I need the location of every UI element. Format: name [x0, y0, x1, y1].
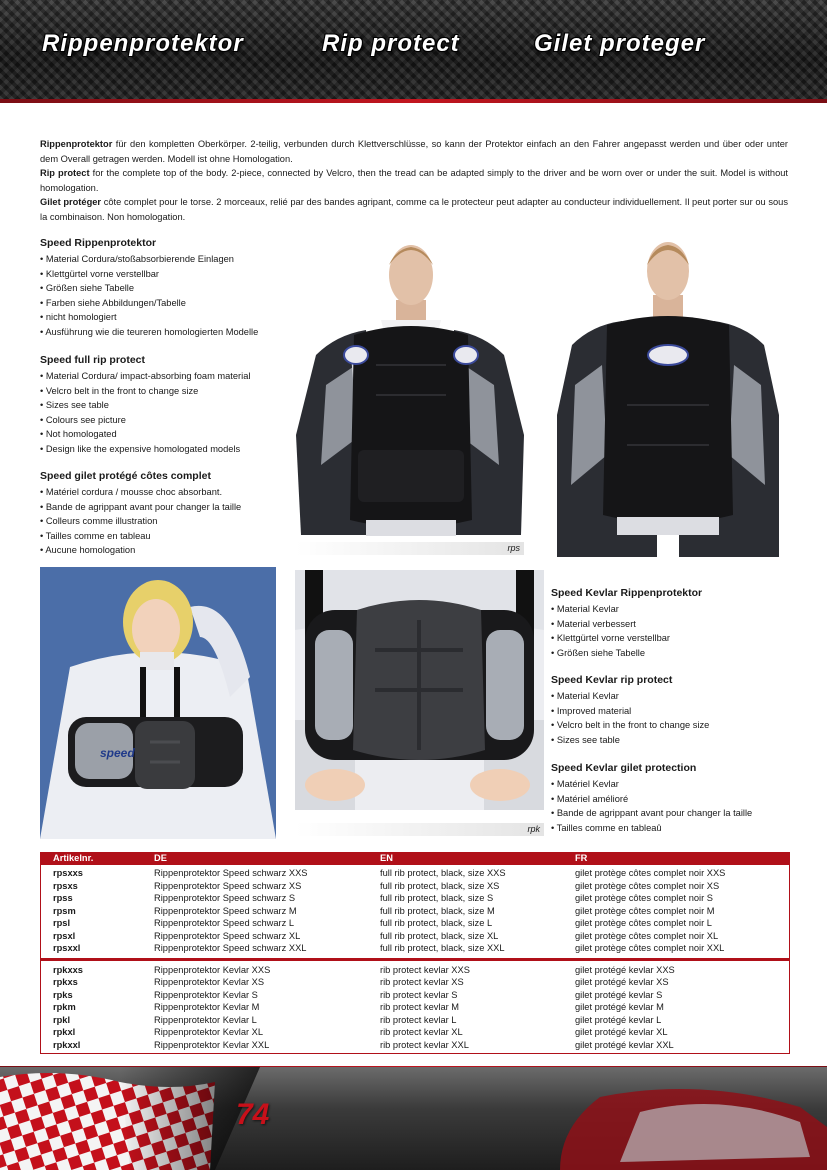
page-number: 74 — [236, 1098, 270, 1131]
cell-de: Rippenprotektor Speed schwarz L — [154, 918, 295, 928]
cell-de: Rippenprotektor Kevlar XXL — [154, 1039, 270, 1050]
photo-rpk-closeup — [295, 570, 544, 810]
article-number: rpkxxl — [53, 1039, 81, 1050]
photo-caption-rpk: rpk — [296, 823, 544, 836]
list-item: • Velcro belt in the front to change size — [40, 384, 250, 399]
list-item: • Velcro belt in the front to change size — [551, 718, 709, 733]
cell-en: full rib protect, black, size L — [380, 918, 493, 928]
article-number: rpkxs — [53, 977, 78, 987]
intro-fr-lead: Gilet protéger — [40, 197, 102, 207]
kevlar-fr-list — [551, 777, 752, 835]
cell-de: Rippenprotektor Kevlar XL — [154, 1027, 264, 1037]
mannequin-back-image — [557, 235, 779, 557]
article-number: rpsl — [53, 918, 71, 928]
list-item: • Größen siehe Tabelle — [551, 646, 702, 661]
speed-en-list — [40, 369, 250, 457]
kevlar-closeup-image — [295, 570, 544, 810]
kevlar-en-block — [551, 673, 709, 747]
list-item: • Colleurs comme illustration — [40, 514, 241, 529]
speed-en-heading: Speed full rip protect — [40, 354, 146, 366]
cell-de: Rippenprotektor Kevlar S — [154, 989, 258, 1000]
list-item: • Not homologated — [40, 427, 250, 442]
list-item: • Sizes see table — [40, 398, 250, 413]
table-group-divider — [41, 958, 789, 961]
cell-fr: gilet protégé kevlar XXL — [575, 1039, 674, 1050]
cell-fr: gilet protégé kevlar XL — [575, 1027, 668, 1037]
list-item: • Klettgürtel vorne verstellbar — [40, 267, 258, 282]
article-number: rpss — [53, 893, 73, 903]
list-item: • Matériel Kevlar — [551, 777, 752, 792]
list-item: • Ausführung wie die teureren homologierten Modelle — [40, 325, 258, 340]
kevlar-en-heading: Speed Kevlar rip protect — [551, 674, 673, 686]
photo-rps-back — [557, 235, 779, 557]
header-title-en: Rip protect — [322, 30, 460, 57]
cell-en: full rib protect, black, size XXL — [380, 943, 505, 953]
intro-fr — [40, 195, 788, 224]
cell-de: Rippenprotektor Speed schwarz XXL — [154, 943, 307, 953]
kevlar-de-heading: Speed Kevlar Rippenprotektor — [551, 587, 703, 599]
cell-fr: gilet protégé kevlar S — [575, 989, 663, 1000]
cell-de: Rippenprotektor Speed schwarz XXS — [154, 868, 308, 878]
list-item: • Größen siehe Tabelle — [40, 281, 258, 296]
speed-fr-list — [40, 485, 241, 558]
cell-fr: gilet protégé kevlar L — [575, 1014, 662, 1025]
cell-fr: gilet protège côtes complet noir XS — [575, 880, 720, 891]
article-number: rpkxl — [53, 1027, 76, 1037]
table-group-kevlar — [41, 962, 789, 1054]
vest-logo-text: speed — [100, 746, 135, 760]
kevlar-de-list — [551, 602, 702, 660]
cell-en: rib protect kevlar XL — [380, 1027, 463, 1037]
list-item: • Colours see picture — [40, 413, 250, 428]
cell-fr: gilet protège côtes complet noir XL — [575, 930, 719, 941]
speed-de-heading: Speed Rippenprotektor — [40, 237, 157, 249]
intro-text — [40, 137, 788, 224]
cell-de: Rippenprotektor Kevlar M — [154, 1002, 260, 1012]
cell-en: rib protect kevlar M — [380, 1002, 460, 1012]
model-kevlar-image — [40, 567, 276, 839]
cell-de: Rippenprotektor Speed schwarz XL — [154, 930, 301, 941]
table-row — [41, 930, 789, 943]
table-row — [41, 989, 789, 1002]
checkered-flag-graphic — [0, 1067, 827, 1170]
list-item: • Material Cordura/ impact-absorbing foam material — [40, 369, 250, 384]
list-item: • Design like the expensive homologated models — [40, 442, 250, 457]
article-number: rpsxxl — [53, 943, 81, 953]
table-row — [41, 1014, 789, 1027]
table-row — [41, 892, 789, 905]
article-number: rpks — [53, 989, 73, 1000]
list-item: • Sizes see table — [551, 733, 709, 748]
kevlar-fr-heading: Speed Kevlar gilet protection — [551, 762, 697, 774]
cell-de: Rippenprotektor Kevlar XS — [154, 977, 265, 987]
table-header-row — [41, 852, 789, 865]
speed-fr-heading: Speed gilet protégé côtes complet — [40, 470, 211, 482]
article-number: rpsxxs — [53, 868, 83, 878]
cell-de: Rippenprotektor Kevlar L — [154, 1014, 257, 1025]
cell-en: full rib protect, black, size XS — [380, 880, 500, 891]
speed-de-block — [40, 236, 258, 340]
table-row — [41, 917, 789, 930]
table-row — [41, 1026, 789, 1039]
list-item: • Farben siehe Abbildungen/Tabelle — [40, 296, 258, 311]
table-row — [41, 942, 789, 955]
article-number: rpkxxs — [53, 964, 83, 975]
photo-rpk-model — [40, 567, 276, 839]
list-item: • Material verbessert — [551, 617, 702, 632]
column-header-en: EN — [380, 853, 393, 863]
cell-fr: gilet protégé kevlar XS — [575, 977, 669, 987]
article-number: rpkl — [53, 1014, 71, 1025]
product-table — [40, 852, 790, 1054]
cell-fr: gilet protège côtes complet noir S — [575, 893, 713, 903]
list-item: • Tailles comme en tableaû — [551, 821, 752, 836]
column-header-de: DE — [154, 853, 167, 863]
cell-fr: gilet protège côtes complet noir XXL — [575, 943, 725, 953]
table-group-speed — [41, 865, 789, 957]
cell-en: full rib protect, black, size M — [380, 905, 495, 916]
list-item: • Material Kevlar — [551, 689, 709, 704]
table-row — [41, 976, 789, 989]
list-item: • Matériel cordura / mousse choc absorbant. — [40, 485, 241, 500]
kevlar-de-block — [551, 586, 702, 660]
cell-de: Rippenprotektor Speed schwarz XS — [154, 880, 302, 891]
header-title-fr: Gilet proteger — [534, 30, 706, 57]
article-number: rpsxs — [53, 880, 78, 891]
cell-de: Rippenprotektor Speed schwarz M — [154, 905, 297, 916]
cell-en: full rib protect, black, size XXS — [380, 868, 506, 878]
list-item: • Improved material — [551, 704, 709, 719]
speed-de-list — [40, 252, 258, 340]
speed-fr-block — [40, 469, 241, 558]
intro-en — [40, 166, 788, 195]
photo-caption-rps: rps — [296, 542, 524, 555]
table-row — [41, 880, 789, 893]
cell-en: full rib protect, black, size S — [380, 893, 494, 903]
intro-fr-text: côte complet pour le torse. 2 morceaux, relié par des bandes agripant, comme ca le protecteur peut adapter au conducteur individuellement. Il peut porter sur ou sous la combinaison. Non homologation. — [40, 197, 788, 222]
list-item: • Bande de agrippant avant pour changer la taille — [551, 806, 752, 821]
list-item: • Material Kevlar — [551, 602, 702, 617]
list-item: • Material Cordura/stoßabsorbierende Einlagen — [40, 252, 258, 267]
cell-de: Rippenprotektor Speed schwarz S — [154, 893, 296, 903]
list-item: • Bande de agrippant avant pour changer la taille — [40, 500, 241, 515]
table-row — [41, 964, 789, 977]
cell-fr: gilet protège côtes complet noir M — [575, 905, 715, 916]
kevlar-en-list — [551, 689, 709, 747]
cell-fr: gilet protégé kevlar M — [575, 1002, 664, 1012]
cell-fr: gilet protège côtes complet noir XXS — [575, 868, 726, 878]
page-footer — [0, 1067, 827, 1170]
table-row — [41, 905, 789, 918]
cell-en: rib protect kevlar S — [380, 989, 458, 1000]
column-header-article: Artikelnr. — [53, 853, 94, 863]
article-number: rpkm — [53, 1002, 76, 1012]
article-number: rpsxl — [53, 930, 76, 941]
list-item: • Tailles comme en tableau — [40, 529, 241, 544]
article-number: rpsm — [53, 905, 76, 916]
cell-en: rib protect kevlar XXL — [380, 1039, 469, 1050]
cell-en: rib protect kevlar L — [380, 1014, 457, 1025]
cell-fr: gilet protège côtes complet noir L — [575, 918, 712, 928]
table-row — [41, 1039, 789, 1052]
intro-de — [40, 137, 788, 166]
photo-rps-front — [296, 235, 524, 540]
column-header-fr: FR — [575, 853, 588, 863]
cell-en: rib protect kevlar XS — [380, 977, 464, 987]
cell-de: Rippenprotektor Kevlar XXS — [154, 964, 271, 975]
list-item: • nicht homologiert — [40, 310, 258, 325]
cell-en: full rib protect, black, size XL — [380, 930, 499, 941]
header-titles — [42, 30, 802, 70]
mannequin-front-image — [296, 235, 524, 540]
header-title-de: Rippenprotektor — [42, 30, 244, 57]
cell-en: rib protect kevlar XXS — [380, 964, 470, 975]
intro-en-text: for the complete top of the body. 2-piece, connected by Velcro, then the tread can be adapted simply to the driver and be worn over or under the suit. Model is without homologation. — [40, 168, 788, 193]
list-item: • Klettgürtel vorne verstellbar — [551, 631, 702, 646]
speed-en-block — [40, 353, 250, 457]
page-header — [0, 0, 827, 101]
kevlar-fr-block — [551, 761, 752, 835]
intro-de-text: für den kompletten Oberkörper. 2-teilig, verbunden durch Klettverschlüsse, so kann der Protektor einfach an den Fahrer angepasst werden und über oder unter dem Overall getragen werden. Modell ist ohne Homologation. — [40, 139, 788, 164]
intro-de-lead: Rippenprotektor — [40, 139, 113, 149]
list-item: • Aucune homologation — [40, 543, 241, 558]
list-item: • Matériel amélioré — [551, 792, 752, 807]
table-row — [41, 1001, 789, 1014]
header-divider — [0, 99, 827, 103]
cell-fr: gilet protégé kevlar XXS — [575, 964, 675, 975]
table-row — [41, 867, 789, 880]
intro-en-lead: Rip protect — [40, 168, 90, 178]
